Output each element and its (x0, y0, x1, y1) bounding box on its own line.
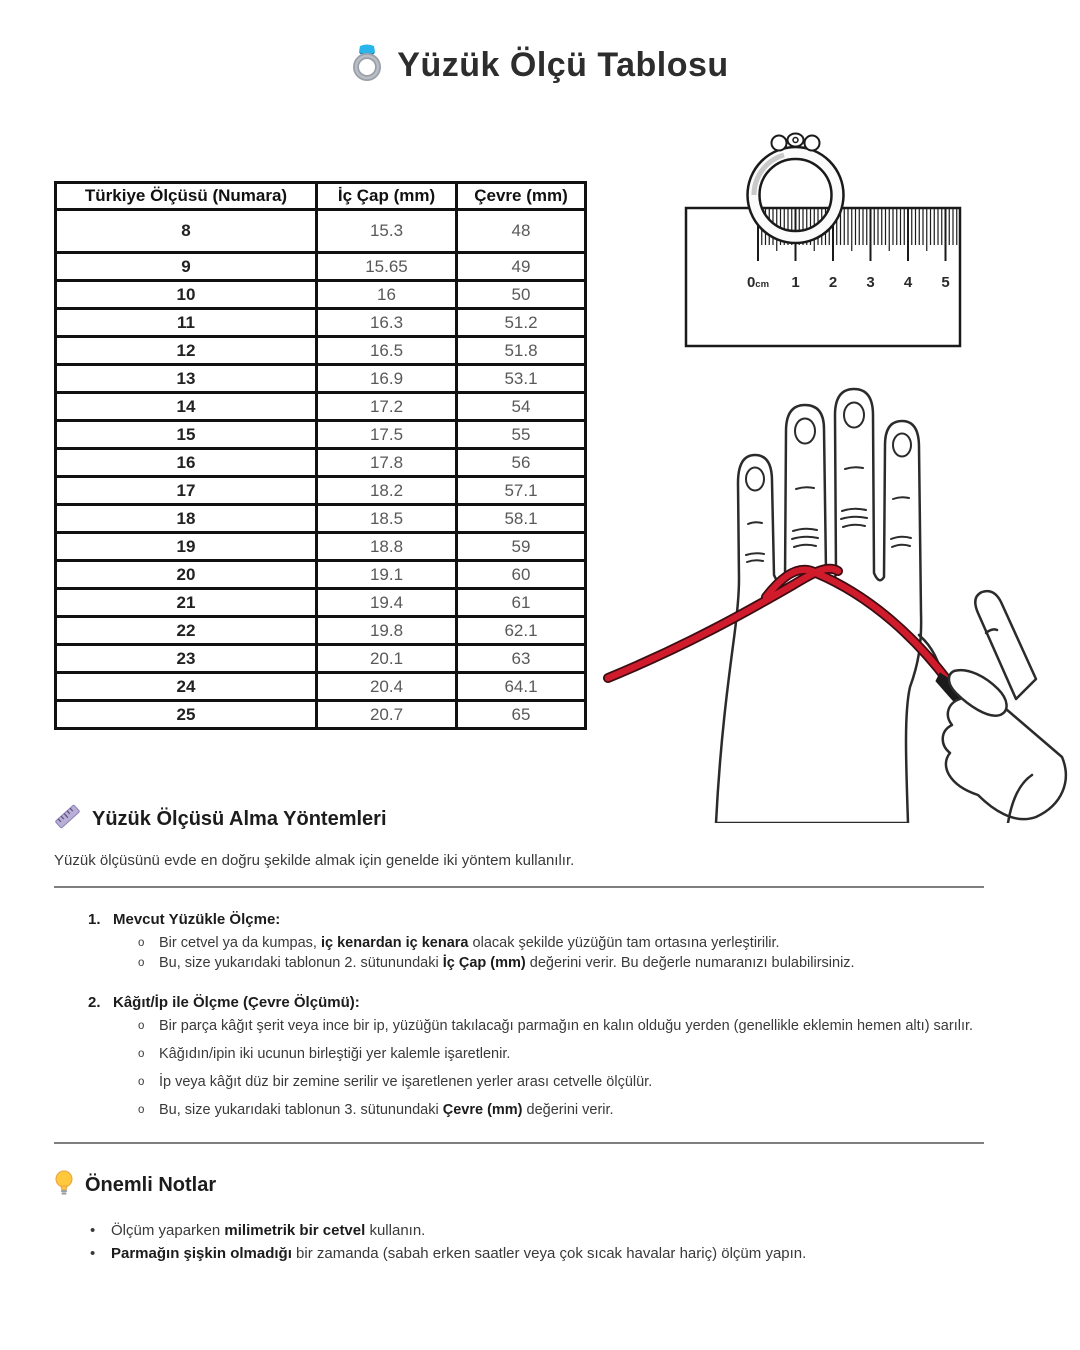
circumference-cell: 62.1 (457, 617, 586, 645)
method-number: 2. (88, 994, 101, 1011)
method-item (54, 911, 986, 973)
table-row (56, 210, 586, 253)
circumference-cell: 59 (457, 533, 586, 561)
table-row (56, 309, 586, 337)
size-number-cell: 12 (56, 337, 317, 365)
table-row (56, 645, 586, 673)
table-row (56, 393, 586, 421)
divider (54, 886, 984, 888)
ring-on-ruler-figure (658, 131, 984, 364)
inner-diameter-cell: 20.1 (317, 645, 457, 673)
inner-diameter-cell: 19.1 (317, 561, 457, 589)
method-sub-bullet (54, 1072, 986, 1092)
ruler-icon (54, 803, 81, 835)
sub-bullet-text: Bir cetvel ya da kumpas, iç kenardan iç kenara olacak şekilde yüzüğün tam ortasına yerleştirilir. (159, 935, 780, 951)
sub-bullet-marker: o (138, 957, 145, 969)
note-bullet (54, 1242, 986, 1265)
circumference-cell: 51.8 (457, 337, 586, 365)
inner-diameter-cell: 16.3 (317, 309, 457, 337)
size-number-cell: 14 (56, 393, 317, 421)
inner-diameter-cell: 17.2 (317, 393, 457, 421)
methods-intro: Yüzük ölçüsünü evde en doğru şekilde almak için genelde iki yöntem kullanılır. (54, 852, 575, 869)
circumference-cell: 48 (457, 210, 586, 253)
table-row (56, 281, 586, 309)
sub-bullet-text: Bu, size yukarıdaki tablonun 3. sütunundaki Çevre (mm) değerini verir. (159, 1102, 614, 1118)
col-header-diameter: İç Çap (mm) (317, 183, 457, 210)
inner-diameter-cell: 16 (317, 281, 457, 309)
sub-bullet-marker: o (138, 1104, 145, 1116)
table-row (56, 589, 586, 617)
size-number-cell: 24 (56, 673, 317, 701)
ruler-tick-label: 0cm (746, 274, 770, 291)
method-sub-bullet (54, 933, 986, 953)
size-number-cell: 9 (56, 253, 317, 281)
circumference-cell: 54 (457, 393, 586, 421)
sub-bullet-marker: o (138, 1048, 145, 1060)
size-number-cell: 20 (56, 561, 317, 589)
circumference-cell: 63 (457, 645, 586, 673)
circumference-cell: 57.1 (457, 477, 586, 505)
ring-size-table (54, 181, 587, 730)
method-sub-bullet (54, 1100, 986, 1120)
inner-diameter-cell: 16.5 (317, 337, 457, 365)
table-header-row (56, 183, 586, 210)
table-row (56, 449, 586, 477)
size-number-cell: 19 (56, 533, 317, 561)
size-number-cell: 8 (56, 210, 317, 253)
lightbulb-icon (54, 1170, 74, 1201)
size-number-cell: 13 (56, 365, 317, 393)
inner-diameter-cell: 15.65 (317, 253, 457, 281)
size-number-cell: 15 (56, 421, 317, 449)
circumference-cell: 49 (457, 253, 586, 281)
ruler-tick-label: 3 (866, 274, 875, 291)
inner-diameter-cell: 19.4 (317, 589, 457, 617)
sub-bullet-marker: o (138, 937, 145, 949)
note-bullet-marker: • (90, 1245, 96, 1262)
col-header-size: Türkiye Ölçüsü (Numara) (56, 183, 317, 210)
inner-diameter-cell: 20.4 (317, 673, 457, 701)
circumference-cell: 60 (457, 561, 586, 589)
ring-size-table-body (56, 210, 586, 729)
circumference-cell: 55 (457, 421, 586, 449)
size-number-cell: 22 (56, 617, 317, 645)
method-sub-bullet (54, 1016, 986, 1036)
method-sub-bullet (54, 1044, 986, 1064)
circumference-cell: 61 (457, 589, 586, 617)
ruler-tick-label: 5 (941, 274, 950, 291)
notes-list (54, 1219, 986, 1265)
table-row (56, 421, 586, 449)
table-row (56, 365, 586, 393)
table-row (56, 253, 586, 281)
table-row (56, 337, 586, 365)
method-item (54, 994, 986, 1120)
divider (54, 1142, 984, 1144)
hand-string-figure (588, 383, 1080, 828)
sub-bullet-text: Kâğıdın/ipin iki ucunun birleştiği yer kalemle işaretlenir. (159, 1046, 511, 1062)
size-number-cell: 23 (56, 645, 317, 673)
inner-diameter-cell: 19.8 (317, 617, 457, 645)
sub-bullet-marker: o (138, 1020, 145, 1032)
inner-diameter-cell: 18.5 (317, 505, 457, 533)
col-header-circumference: Çevre (mm) (457, 183, 586, 210)
note-bullet-text: Ölçüm yaparken milimetrik bir cetvel kullanın. (111, 1222, 426, 1239)
method-title: Mevcut Yüzükle Ölçme: (113, 911, 281, 928)
note-bullet (54, 1219, 986, 1242)
ring-icon (351, 44, 383, 87)
circumference-cell: 56 (457, 449, 586, 477)
page-title: Yüzük Ölçü Tablosu (397, 46, 729, 84)
inner-diameter-cell: 17.5 (317, 421, 457, 449)
methods-list (54, 911, 986, 1120)
circumference-cell: 51.2 (457, 309, 586, 337)
ruler-tick-label: 2 (828, 274, 838, 291)
size-number-cell: 25 (56, 701, 317, 729)
sub-bullet-text: İp veya kâğıt düz bir zemine serilir ve işaretlenen yerler arası cetvelle ölçülür. (159, 1074, 653, 1090)
table-row (56, 673, 586, 701)
notes-section-heading (54, 1170, 986, 1201)
size-number-cell: 11 (56, 309, 317, 337)
circumference-cell: 50 (457, 281, 586, 309)
table-row (56, 617, 586, 645)
page-title-row (0, 44, 1080, 87)
size-number-cell: 18 (56, 505, 317, 533)
size-number-cell: 21 (56, 589, 317, 617)
method-sub-bullet (54, 953, 986, 973)
sub-bullet-text: Bu, size yukarıdaki tablonun 2. sütunundaki İç Çap (mm) değerini verir. Bu değerle numaranızı bulabilirsiniz. (159, 955, 855, 971)
inner-diameter-cell: 17.8 (317, 449, 457, 477)
inner-diameter-cell: 15.3 (317, 210, 457, 253)
ruler-tick-label: 4 (903, 274, 913, 291)
sub-bullet-marker: o (138, 1076, 145, 1088)
inner-diameter-cell: 16.9 (317, 365, 457, 393)
methods-heading: Yüzük Ölçüsü Alma Yöntemleri (92, 807, 387, 830)
table-row (56, 701, 586, 729)
table-row (56, 505, 586, 533)
circumference-cell: 64.1 (457, 673, 586, 701)
size-number-cell: 17 (56, 477, 317, 505)
ruler-tick-label: 1 (791, 274, 800, 291)
table-row (56, 477, 586, 505)
circumference-cell: 53.1 (457, 365, 586, 393)
note-bullet-text: Parmağın şişkin olmadığı bir zamanda (sabah erken saatler veya çok sıcak havalar hariç) ölçüm yapın. (111, 1245, 807, 1262)
table-row (56, 561, 586, 589)
sub-bullet-text: Bir parça kâğıt şerit veya ince bir ip, yüzüğün takılacağı parmağın en kalın olduğu yerden (genellikle eklemin hemen altı) sarılır. (159, 1018, 974, 1034)
notes-heading: Önemli Notlar (85, 1174, 217, 1196)
circumference-cell: 65 (457, 701, 586, 729)
content-area (54, 803, 986, 1265)
size-number-cell: 16 (56, 449, 317, 477)
size-number-cell: 10 (56, 281, 317, 309)
inner-diameter-cell: 20.7 (317, 701, 457, 729)
method-title: Kâğıt/İp ile Ölçme (Çevre Ölçümü): (113, 994, 360, 1011)
inner-diameter-cell: 18.8 (317, 533, 457, 561)
inner-diameter-cell: 18.2 (317, 477, 457, 505)
table-row (56, 533, 586, 561)
methods-section-heading (54, 803, 986, 835)
note-bullet-marker: • (90, 1222, 96, 1239)
circumference-cell: 58.1 (457, 505, 586, 533)
method-number: 1. (88, 911, 101, 928)
